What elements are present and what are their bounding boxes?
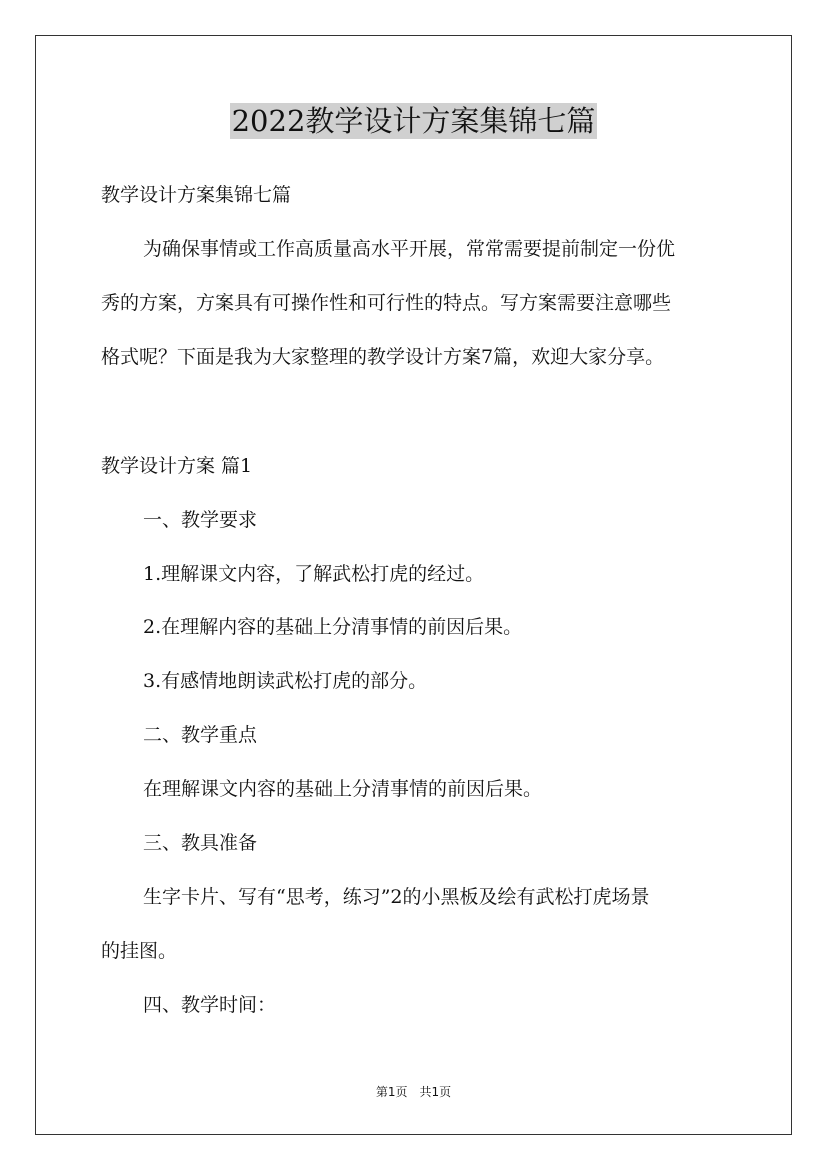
page-footer: 第1页 共1页	[375, 1085, 452, 1099]
list-item: 三、教具准备	[143, 832, 258, 854]
list-item: 的挂图。	[101, 940, 178, 962]
document-subtitle: 教学设计方案集锦七篇	[101, 184, 292, 206]
list-item: 生字卡片、写有“思考，练习”2的小黑板及绘有武松打虎场景	[143, 886, 650, 908]
intro-line-1: 为确保事情或工作高质量高水平开展，常常需要提前制定一份优	[143, 238, 676, 260]
list-item: 在理解课文内容的基础上分清事情的前因后果。	[143, 778, 543, 800]
list-item: 四、教学时间：	[143, 994, 277, 1016]
list-item: 1.理解课文内容，了解武松打虎的经过。	[143, 563, 485, 585]
intro-line-2: 秀的方案，方案具有可操作性和可行性的特点。写方案需要注意哪些	[101, 292, 672, 314]
title-container	[0, 103, 827, 139]
list-item: 二、教学重点	[143, 724, 258, 746]
list-item: 3.有感情地朗读武松打虎的部分。	[143, 670, 428, 692]
intro-line-3: 格式呢？下面是我为大家整理的教学设计方案7篇，欢迎大家分享。	[101, 346, 665, 368]
document-title: 2022教学设计方案集锦七篇	[231, 104, 596, 138]
list-item: 2.在理解内容的基础上分清事情的前因后果。	[143, 616, 523, 638]
list-item: 一、教学要求	[143, 509, 258, 531]
section-heading: 教学设计方案 篇1	[101, 455, 253, 477]
